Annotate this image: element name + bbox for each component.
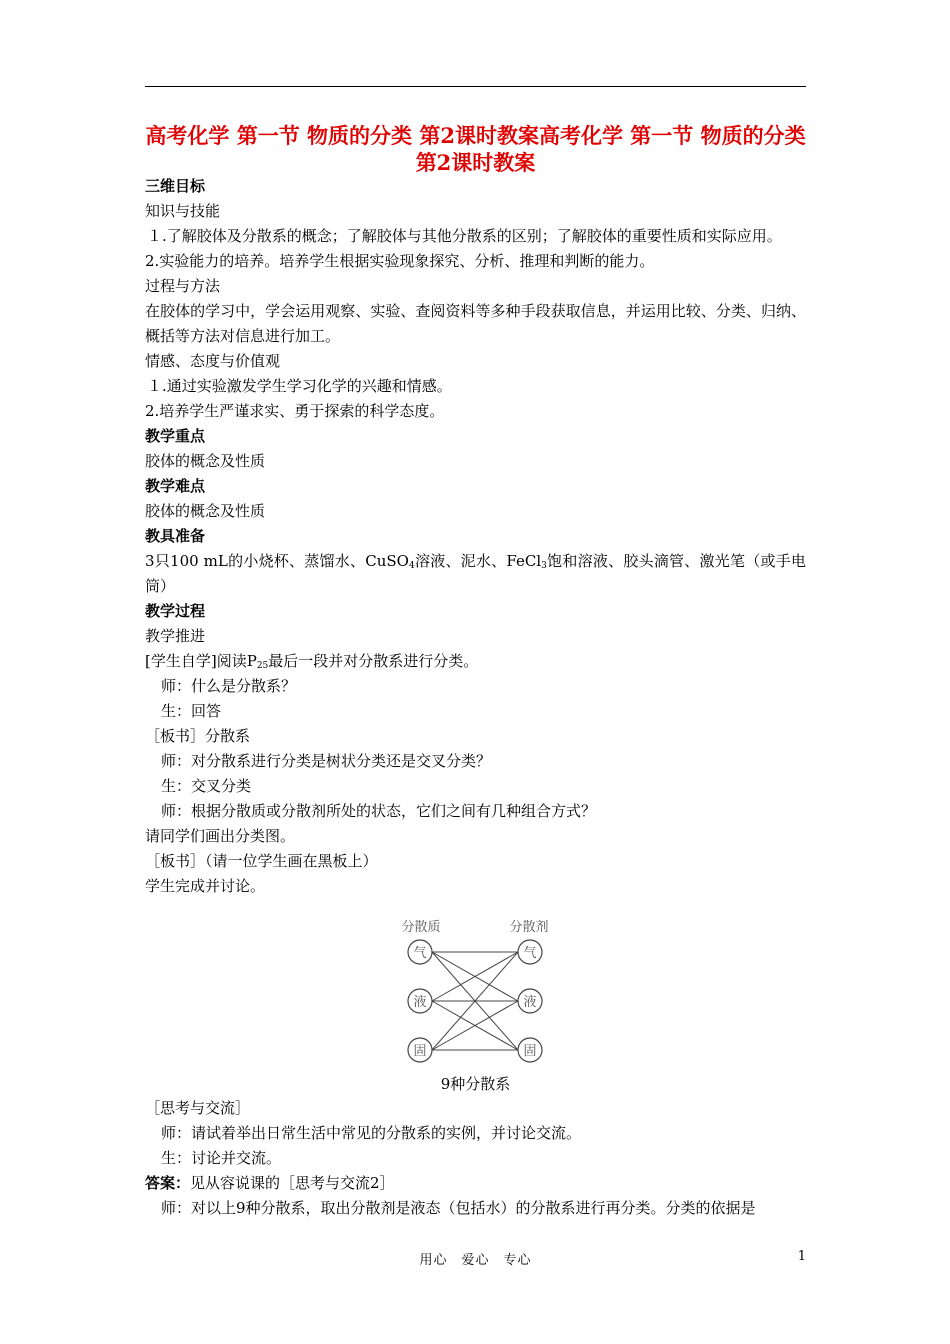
document-body <box>145 174 806 899</box>
node-label: 液 <box>413 995 427 1010</box>
answer-text: 见从容说课的［思考与交流2］ <box>190 1174 395 1192</box>
left-node-gas <box>408 940 432 964</box>
paragraph: 2.实验能力的培养。培养学生根据实验现象探究、分析、推理和判断的能力。 <box>145 252 655 270</box>
paragraph: 胶体的概念及性质 <box>145 502 266 520</box>
board-note: ［思考与交流］ <box>145 1099 251 1117</box>
dialogue-line: 师：请试着举出日常生活中常见的分散系的实例，并讨论交流。 <box>161 1124 582 1142</box>
paragraph: 学生完成并讨论。 <box>145 877 266 895</box>
connector-lines <box>432 952 518 1050</box>
diagram-caption: 9种分散系 <box>440 1075 511 1093</box>
paragraph: 请同学们画出分类图。 <box>145 827 296 845</box>
subheading: 情感、态度与价值观 <box>145 352 281 370</box>
left-node-liquid <box>408 989 432 1013</box>
dialogue-line: 生：回答 <box>161 702 222 720</box>
node-label: 液 <box>523 995 537 1010</box>
subheading: 过程与方法 <box>145 277 221 295</box>
section-heading: 教学重点 <box>145 427 206 445</box>
answer-line <box>145 1171 806 1196</box>
text-run: 最后一段并对分散系进行分类。 <box>268 652 479 670</box>
node-label: 气 <box>523 946 537 961</box>
dispersion-diagram <box>395 916 555 1068</box>
section-heading: 教学过程 <box>145 602 206 620</box>
right-node-gas <box>518 940 542 964</box>
paragraph: 2.培养学生严谨求实、勇于探索的科学态度。 <box>145 402 445 420</box>
answer-label: 答案： <box>145 1174 191 1192</box>
paragraph: 胶体的概念及性质 <box>145 452 266 470</box>
paragraph <box>145 649 806 674</box>
dialogue-line: 师：对分散系进行分类是树状分类还是交叉分类？ <box>161 752 492 770</box>
dialogue-line: 师：对以上9种分散系，取出分散剂是液态（包括水）的分散系进行再分类。分类的依据是 <box>161 1199 756 1217</box>
text-run: [学生自学]阅读P <box>145 652 257 670</box>
right-header: 分散剂 <box>509 920 549 935</box>
section-heading: 三维目标 <box>145 177 206 195</box>
subheading: 教学推进 <box>145 627 206 645</box>
text-run: 3只100 mL的小烧杯、蒸馏水、CuSO <box>145 552 409 570</box>
right-node-solid <box>518 1038 542 1062</box>
left-node-solid <box>408 1038 432 1062</box>
section-heading: 教具准备 <box>145 527 206 545</box>
subheading: 知识与技能 <box>145 202 221 220</box>
subscript: 3 <box>541 561 547 571</box>
text-run: 溶液、泥水、FeCl <box>414 552 542 570</box>
page-footer <box>145 1249 806 1269</box>
node-label: 固 <box>413 1044 427 1059</box>
footer-motto: 用心 爱心 专心 <box>419 1253 532 1268</box>
right-node-liquid <box>518 989 542 1013</box>
subscript: 25 <box>256 661 269 671</box>
text-run: 饱和溶液、胶头滴管、激光笔（或手电筒） <box>145 552 806 595</box>
left-header: 分散质 <box>401 920 441 935</box>
node-label: 固 <box>523 1044 537 1059</box>
paragraph: 在胶体的学习中，学会运用观察、实验、查阅资料等多种手段获取信息，并运用比较、分类、归纳、概括等方法对信息进行加工。 <box>145 302 806 345</box>
paragraph: １.了解胶体及分散系的概念；了解胶体与其他分散系的区别；了解胶体的重要性质和实际应用。 <box>147 227 782 245</box>
document-body-continued <box>145 1096 806 1221</box>
section-heading: 教学难点 <box>145 477 206 495</box>
board-note: ［板书］（请一位学生画在黑板上） <box>145 852 378 870</box>
board-note: ［板书］分散系 <box>145 727 251 745</box>
paragraph: １.通过实验激发学生学习化学的兴趣和情感。 <box>147 377 452 395</box>
page-number: 1 <box>797 1249 806 1264</box>
dialogue-line: 生：交叉分类 <box>161 777 252 795</box>
dialogue-line: 师：根据分散质或分散剂所处的状态，它们之间有几种组合方式？ <box>161 802 597 820</box>
dialogue-line: 师：什么是分散系？ <box>161 677 297 695</box>
header-rule <box>145 86 806 87</box>
paragraph-equipment <box>145 549 806 599</box>
subscript: 4 <box>408 561 415 571</box>
document-title: 高考化学 第一节 物质的分类 第2课时教案高考化学 第一节 物质的分类 第2课时教案 <box>145 123 806 175</box>
dialogue-line: 生：讨论并交流。 <box>161 1149 282 1167</box>
node-label: 气 <box>413 946 427 961</box>
